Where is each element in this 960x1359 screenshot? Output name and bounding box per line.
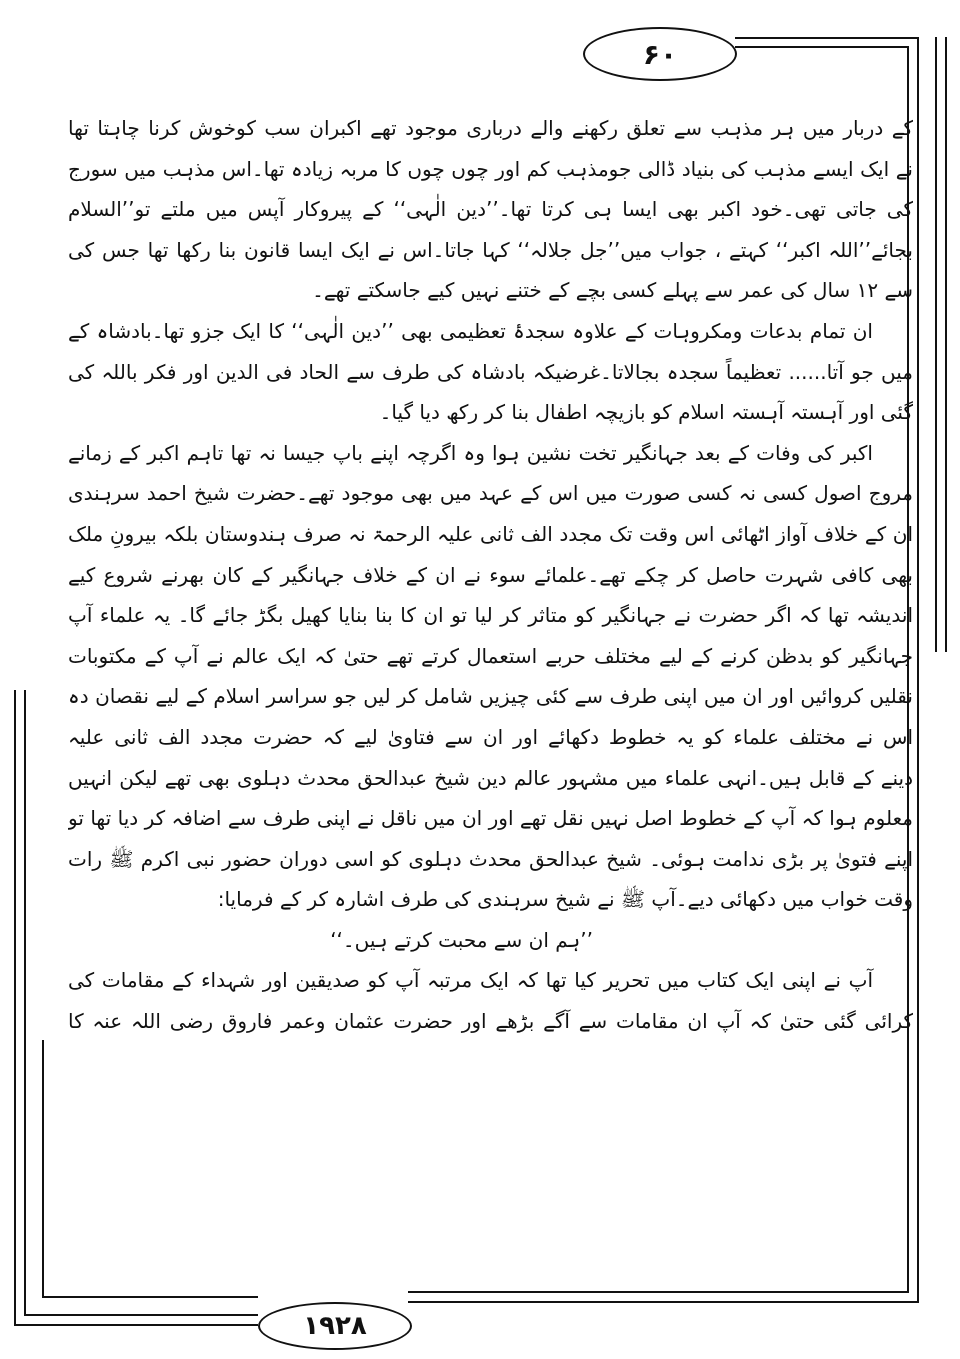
frame-left-line-inner <box>24 690 26 1316</box>
text-line: دینے کے قابل ہیں۔انہی علماء میں مشہور عالم دین شیخ عبدالحق محدث دہلوی بھی تھے لیکن انہیں <box>68 765 913 790</box>
text-line: جہانگیر کو بدظن کرنے کے لیے مختلف حربے استعمال کرتے تھے حتیٰ کہ ایک عالم نے آپ کے مکتوبات <box>68 643 913 668</box>
text-line: بھی کافی شہرت حاصل کر چکے تھے۔علمائے سوء نے ان کے خلاف جہانگیر کے کان بھرنے شروع کیے <box>68 562 913 587</box>
text-line: اپنے فتویٰ پر بڑی ندامت ہوئی۔ شیخ عبدالحق محدث دہلوی کو اسی دوران حضور نبی اکرم ﷺ رات <box>68 846 913 871</box>
frame-top-line-inner <box>735 46 907 48</box>
text-line: کرائی گئی حتیٰ کہ آپ ان مقامات سے آگے بڑھے اور حضرت عثمان وعمر فاروق رضی اللہ عنہ کا <box>68 1009 913 1034</box>
text-line: اس نے مختلف علماء کو یہ خطوط دکھائے اور ان سے فتاویٰ لیے کہ حضرت مجدد الف ثانی علیہ <box>68 724 913 749</box>
text-line: ان کے خلاف آواز اٹھائی اس وقت تک مجدد الف ثانی علیہ الرحمۃ نہ صرف ہندوستان بلکہ بیرونِ ملک <box>68 521 913 546</box>
quoted-saying: ’’ہم ان سے محبت کرتے ہیں۔‘‘ <box>330 927 593 952</box>
paragraph-start-line: آپ نے اپنی ایک کتاب میں تحریر کیا تھا کہ ایک مرتبہ آپ کو صدیقین اور شہداء کے مقامات کی <box>68 968 873 993</box>
text-line: نے ایک ایسے مذہب کی بنیاد ڈالی جومذہب کم اور چوں چوں کا مربہ زیادہ تھا۔اس مذہب میں سورج <box>68 156 913 181</box>
page-number-bottom <box>258 1302 412 1350</box>
frame-left-line-outer <box>14 690 16 1326</box>
paragraph-start-line: ان تمام بدعات ومکروہات کے علاوہ سجدۂ تعظیمی بھی ’’دین الٰہی‘‘ کا ایک جزو تھا۔بادشاہ کے <box>68 318 873 343</box>
text-line: گئی اور آہستہ آہستہ اسلام کو بازیچہ اطفال بنا کر رکھ دیا گیا۔ <box>379 400 913 425</box>
text-line: کی جاتی تھی۔خود اکبر بھی ایسا ہی کرتا تھا۔’’دین الٰہی‘‘ کے پیروکار آپس میں ملتے تو’’السلام <box>68 197 913 222</box>
page-number-top <box>583 27 737 81</box>
page-number-top-text: ۶۰ <box>642 37 678 71</box>
page-number-bottom-text: ۱۹۲۸ <box>303 1311 367 1341</box>
frame-right-line-innermost <box>935 37 937 652</box>
text-line: میں جو آتا...... تعظیماً سجدہ بجالاتا۔غرضیکہ بادشاہ کی طرف سے الحاد فی الدین اور فکر باللہ کی <box>68 359 913 384</box>
frame-bottom-right-line <box>408 1291 909 1293</box>
frame-bottom-line-innermost <box>42 1296 258 1298</box>
frame-bottom-line-inner <box>24 1314 258 1316</box>
frame-right-line-edge <box>945 37 947 652</box>
text-line: مروج اصول کسی نہ کسی صورت میں اس کے عہد میں بھی موجود تھے۔حضرت شیخ احمد سرہندی <box>68 481 913 506</box>
page-body-text <box>68 108 913 1042</box>
text-line: اندیشہ تھا کہ اگر حضرت نے جہانگیر کو متاثر کر لیا تو ان کا بنا بنایا کھیل بگڑ جائے گا۔ یہ علماء آپ <box>68 603 913 628</box>
text-line: معلوم ہوا کہ آپ کے خطوط اصل نہیں نقل تھے اور ان میں ناقل نے اپنی طرف سے اضافہ کر دیا تھا تو <box>68 806 913 831</box>
paragraph-start-line: اکبر کی وفات کے بعد جہانگیر تخت نشین ہوا وہ اگرچہ اپنے باپ جیسا نہ تھا تاہم اکبر کے زمانے <box>68 440 873 465</box>
text-line: وقت خواب میں دکھائی دیے۔آپ ﷺ نے شیخ سرہندی کی طرف اشارہ کر کے فرمایا: <box>217 887 913 912</box>
text-line: سے ۱۲ سال کی عمر سے پہلے کسی بچے کے ختنے نہیں کیے جاسکتے تھے۔ <box>312 278 913 303</box>
text-line: بجائے’’اللہ اکبر‘‘ کہتے ، جواب میں’’جل جلالہ‘‘ کہا جاتا۔اس نے ایک ایسا قانون بنا رکھا تھا جس کی <box>68 237 913 262</box>
frame-bottom-right-line-outer <box>408 1301 919 1303</box>
frame-right-line-outer <box>917 37 919 1302</box>
text-line: نقلیں کروائیں اور ان میں اپنی طرف سے کئی چیزیں شامل کر لیں جو سراسر اسلام کے لیے نقصان دہ <box>68 684 913 709</box>
text-line: کے دربار میں ہر مذہب سے تعلق رکھنے والے درباری موجود تھے اکبران سب کوخوش کرنا چاہتا تھا <box>68 116 913 140</box>
frame-bottom-line-outer <box>14 1324 258 1326</box>
frame-top-line <box>735 37 917 39</box>
frame-left-line-innermost <box>42 1040 44 1296</box>
